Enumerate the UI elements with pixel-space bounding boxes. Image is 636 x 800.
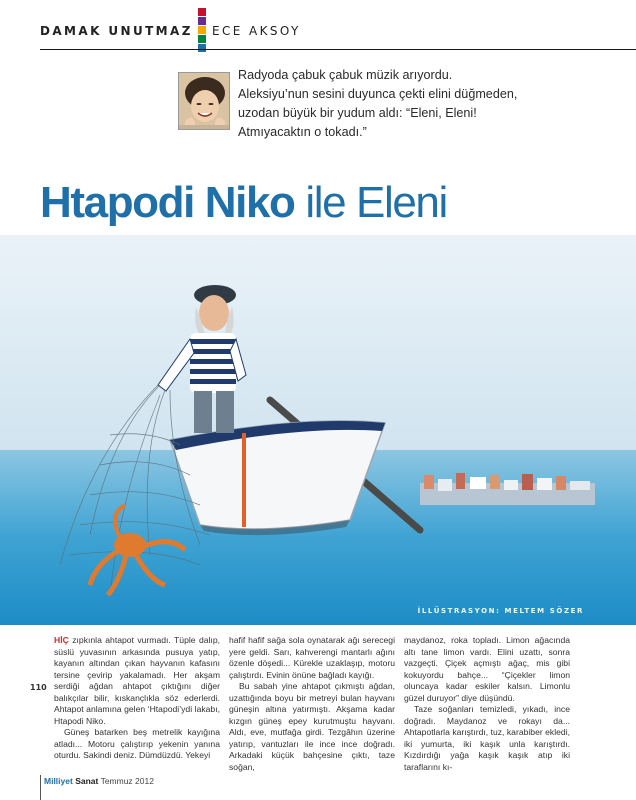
paragraph-text: zıpkınla ahtapot vurmadı. Tüple dalıp, süslü yuvasının arkasında pusuya yatıp, kayanın altından çıkan hayvanın kafasını tersine çevirip yakalamadı. Her akşam serdiği ağdan ahtapot çıktığını diğer balıkçılar bilir, kıskançlıkla söz ederlerdi. Ahtapot anlamına gelen ‘Htapodi’ydi lakabı, Htapodi Niko. [54,635,220,726]
intro-line: uzodan büyük bir yudum aldı: “Eleni, Eleni! [238,106,477,120]
illustration-credit: İLLÜSTRASYON: MELTEM SÖZER [417,607,584,615]
footer-brand-sanat: Sanat [75,776,99,786]
article-title [40,178,447,228]
author-label: ECE AKSOY [212,24,301,38]
footer-brand-milliyet: Milliyet [44,776,73,786]
footer-rule [40,775,41,800]
article-column-3 [404,635,570,773]
drop-cap: HİÇ [54,635,69,645]
footer [44,776,154,786]
footer-issue: Temmuz 2012 [100,776,154,786]
color-swatch-red [198,8,206,16]
intro-line: Aleksiyu’nun sesini duyunca çekti elini düğmeden, [238,87,518,101]
intro-line: Radyoda çabuk çabuk müzik arıyordu. [238,68,453,82]
illustration [0,235,636,625]
section-label: DAMAK UNUTMAZ [40,24,193,38]
page-number: 110 [30,683,47,692]
paragraph [54,635,220,727]
intro-line: Atmıyacaktın o tokadı.” [238,125,367,139]
intro-quote [238,66,528,142]
author-portrait-illustration [179,73,230,130]
title-light: ile Eleni [294,178,447,227]
paragraph: maydanoz, roka topladı. Limon ağacında altı tane limon vardı. Elini uzattı, sonra vazgeçti. Çiçek açmıştı ağaç, mis gibi kokuyordu bahçe... “Çiçekler limon oluncaya kadar eskiler kalsın. Limonlu güzel duruyor” diye düşündü. [404,635,570,703]
title-bold: Htapodi Niko [40,178,295,227]
paragraph: Bu sabah yine ahtapot çıkmıştı ağdan, uzattığında boyu bir metreyi bulan hayvanı güneşin altına yatırmıştı. Akşama kadar kızgın güneş epey kurutmuştu hayvanı. Aldı, eve, mutfağa girdi. Tezgâhın üzerine yatırıp, vantuzları ile ince ince doğradı. Arkadaki küçük bahçesine çıktı, taze soğan, [229,681,395,772]
article-column-2 [229,635,395,773]
paragraph: Güneş batarken beş metrelik kayığına atladı... Motoru çalıştırıp yekenin yanına oturdu. Sakindi deniz. Dümdüzdü. Yekeyi [54,727,220,760]
author-photo [178,72,230,130]
paragraph: hafif hafif sağa sola oynatarak ağı serecegi yere geldi. Sarı, kahverengi mantarlı ağını özenle döşedi... Kürekle uzaklaşıp, motoru çalıştırdı. Evinin önüne bağladı kayığı. [229,635,395,680]
paragraph: Taze soğanları temizledi, yıkadı, ince doğradı. Maydanoz ve rokayı da... Ahtapotlarla karıştırdı, tuz, karabiber ekledi, iki yumurta, iki kaşık unla karıştırdı. Kızdırdığı yağa kaşık kaşık atıp iki taraflarını kı- [404,704,570,772]
article-column-1 [54,635,220,762]
fisherman-boat-illustration [0,235,636,625]
